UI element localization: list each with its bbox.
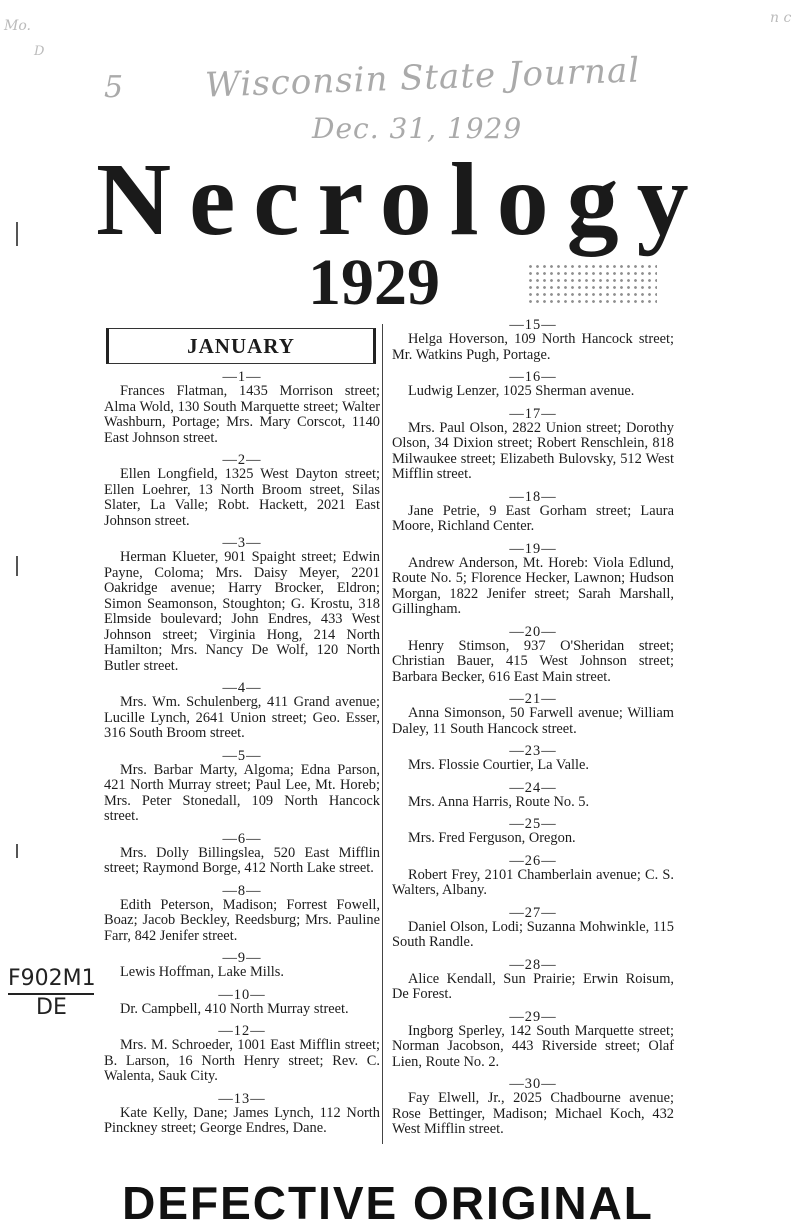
handwritten-date: Dec. 31, 1929 <box>312 112 523 145</box>
obituary-entry <box>392 407 674 483</box>
obituary-entry <box>392 1077 674 1138</box>
obituary-entry <box>104 681 380 742</box>
handwritten-note-top-left-2: D <box>34 44 45 59</box>
margin-mark <box>16 222 18 246</box>
obituary-entry <box>392 625 674 686</box>
day-marker: —8— <box>222 882 262 899</box>
margin-mark <box>16 556 18 576</box>
day-marker: —20— <box>509 623 557 640</box>
entry-text: Mrs. Dolly Billingslea, 520 East Mifflin street; Raymond Borge, 412 North Lake street. <box>104 844 380 876</box>
entry-text: Alice Kendall, Sun Prairie; Erwin Roisum, De Forest. <box>392 970 674 1002</box>
month-header-box <box>106 328 376 364</box>
entry-text: Herman Klueter, 901 Spaight street; Edwin Payne, Coloma; Mrs. Daisy Meyer, 2201 Oakridge avenue; Harry Brocker, Eldron; Simon Seamonson, Stoughton; G. Krostu, 318 Elmside boulevard; John Endres, 433 West Johnson street; Virginia Hong, 214 North Hamilton; Mrs. Nancy De Wolf, 120 North Butler street. <box>104 549 380 674</box>
month-label: JANUARY <box>187 333 295 358</box>
obituary-entry <box>104 370 380 446</box>
obituary-entry <box>392 318 674 363</box>
day-marker: —2— <box>222 452 262 468</box>
entry-text: Edith Peterson, Madison; Forrest Fowell, Boaz; Jacob Beckley, Reedsburg; Mrs. Pauline Farr, 842 Jenifer street. <box>104 896 380 944</box>
day-marker: —16— <box>509 369 557 385</box>
day-marker: —15— <box>509 317 557 333</box>
day-marker: —9— <box>222 950 262 966</box>
day-marker: —27— <box>509 904 557 921</box>
day-marker: —28— <box>509 956 557 973</box>
column-divider <box>382 324 383 1144</box>
entry-text: Helga Hoverson, 109 North Hancock street; Mr. Watkins Pugh, Portage. <box>392 331 674 363</box>
page-title: Necrology <box>96 142 707 257</box>
obituary-entry <box>104 951 380 981</box>
entry-text: Henry Stimson, 937 O'Sheridan street; Christian Bauer, 415 West Johnson street; Barbara Becker, 616 East Main street. <box>392 637 674 685</box>
day-marker: —21— <box>509 691 557 707</box>
entry-text: Frances Flatman, 1435 Morrison street; Alma Wold, 130 South Marquette street; Walter Washburn, Portage; Mrs. Mary Corscot, 1140 East Johnson street. <box>104 383 380 446</box>
obituary-entry <box>104 453 380 529</box>
entry-text: Kate Kelly, Dane; James Lynch, 112 North Pinckney street; George Endres, Dane. <box>104 1104 380 1136</box>
entry-text: Ingborg Sperley, 142 South Marquette street; Norman Jacobson, 443 Riverside street; Olaf Lien, Route No. 2. <box>392 1022 674 1070</box>
entry-text: Mrs. M. Schroeder, 1001 East Mifflin street; B. Larson, 16 North Henry street; Rev. C. Walenta, Sauk City. <box>104 1037 380 1084</box>
entry-text: Mrs. Wm. Schulenberg, 411 Grand avenue; Lucille Lynch, 2641 Union street; Geo. Esser, 316 South Broom street. <box>104 694 380 741</box>
obituary-entry <box>104 1024 380 1085</box>
entry-text: Mrs. Flossie Courtier, La Valle. <box>408 757 590 773</box>
entry-text: Daniel Olson, Lodi; Suzanna Mohwinkle, 115 South Randle. <box>392 918 674 950</box>
left-column <box>104 370 380 1144</box>
day-marker: —4— <box>222 680 262 696</box>
obituary-entry <box>104 988 380 1018</box>
handwritten-page-number: 5 <box>104 70 124 105</box>
obituary-entry <box>104 832 380 877</box>
day-marker: —24— <box>509 779 557 796</box>
entry-text: Lewis Hoffman, Lake Mills. <box>120 964 284 980</box>
day-marker: —12— <box>218 1023 266 1039</box>
obituary-entry <box>104 884 380 945</box>
entry-text: Mrs. Anna Harris, Route No. 5. <box>408 793 590 810</box>
day-marker: —6— <box>222 830 262 847</box>
day-marker: —26— <box>509 852 557 869</box>
obituary-entry <box>392 817 674 847</box>
obituary-entry <box>392 906 674 951</box>
entry-text: Mrs. Barbar Marty, Algoma; Edna Parson, 421 North Murray street; Paul Lee, Mt. Horeb; Mrs. Peter Stonedall, 109 North Hancock street. <box>104 761 380 824</box>
obituary-entry <box>392 370 674 400</box>
handwritten-source: Wisconsin State Journal <box>204 50 641 106</box>
day-marker: —19— <box>509 540 557 557</box>
entry-text: Andrew Anderson, Mt. Horeb: Viola Edlund, Route No. 5; Florence Hecker, Lawnon; Hudson Morgan, 1822 Jenifer street; Sarah Marshall, Gillingham. <box>392 554 674 617</box>
day-marker: —3— <box>222 535 262 551</box>
handwritten-note-top-left: Mo. <box>4 18 31 34</box>
obituary-entry <box>392 854 674 899</box>
entry-text: Anna Simonson, 50 Farwell avenue; William Daley, 11 South Hancock street. <box>392 705 674 737</box>
dotted-stamp-mark <box>527 263 657 303</box>
entry-text: Mrs. Paul Olson, 2822 Union street; Dorothy Olson, 34 Dixion street; Robert Renschlein, 818 Milwaukee street; Elizabeth Bulovsky, 512 West Mifflin street. <box>392 419 674 482</box>
entry-text: Robert Frey, 2101 Chamberlain avenue; C. S. Walters, Albany. <box>392 866 674 898</box>
day-marker: —10— <box>218 986 266 1003</box>
right-column <box>392 318 674 1145</box>
year-heading: 1929 <box>308 246 440 319</box>
obituary-entry <box>392 692 674 737</box>
entry-text: Mrs. Fred Ferguson, Oregon. <box>408 830 576 846</box>
obituary-entry <box>104 749 380 825</box>
day-marker: —29— <box>509 1008 557 1025</box>
entry-text: Dr. Campbell, 410 North Murray street. <box>120 1000 349 1017</box>
stamp-code-line-1: F902M1 <box>8 966 96 991</box>
stamp-code-line-2: DE <box>8 993 94 1020</box>
entry-text: Ellen Longfield, 1325 West Dayton street; Ellen Loehrer, 13 North Broom street, Silas Slater, La Valle; Robt. Hackett, 2021 East Johnson street. <box>104 466 380 529</box>
obituary-entry <box>392 542 674 618</box>
day-marker: —23— <box>509 743 557 759</box>
day-marker: —5— <box>222 747 262 764</box>
obituary-entry <box>104 1092 380 1137</box>
day-marker: —17— <box>509 405 557 422</box>
day-marker: —1— <box>222 369 262 385</box>
archive-stamp-code <box>8 966 96 1020</box>
obituary-entry <box>392 1010 674 1071</box>
day-marker: —30— <box>509 1076 557 1092</box>
day-marker: —18— <box>509 488 557 505</box>
obituary-entry <box>392 490 674 535</box>
margin-mark <box>16 844 18 858</box>
obituary-entry <box>392 958 674 1003</box>
entry-text: Fay Elwell, Jr., 2025 Chadbourne avenue; Rose Bettinger, Madison; Michael Koch, 432 West Mifflin street. <box>392 1090 674 1137</box>
entry-text: Ludwig Lenzer, 1025 Sherman avenue. <box>408 383 635 399</box>
day-marker: —25— <box>509 816 557 832</box>
defective-original-footer: DEFECTIVE ORIGINAL <box>122 1177 654 1229</box>
obituary-entry <box>392 781 674 811</box>
obituary-entry <box>104 536 380 674</box>
day-marker: —13— <box>218 1090 266 1107</box>
obituary-entry <box>392 744 674 774</box>
handwritten-note-top-right: n c <box>770 10 792 26</box>
entry-text: Jane Petrie, 9 East Gorham street; Laura Moore, Richland Center. <box>392 502 674 534</box>
